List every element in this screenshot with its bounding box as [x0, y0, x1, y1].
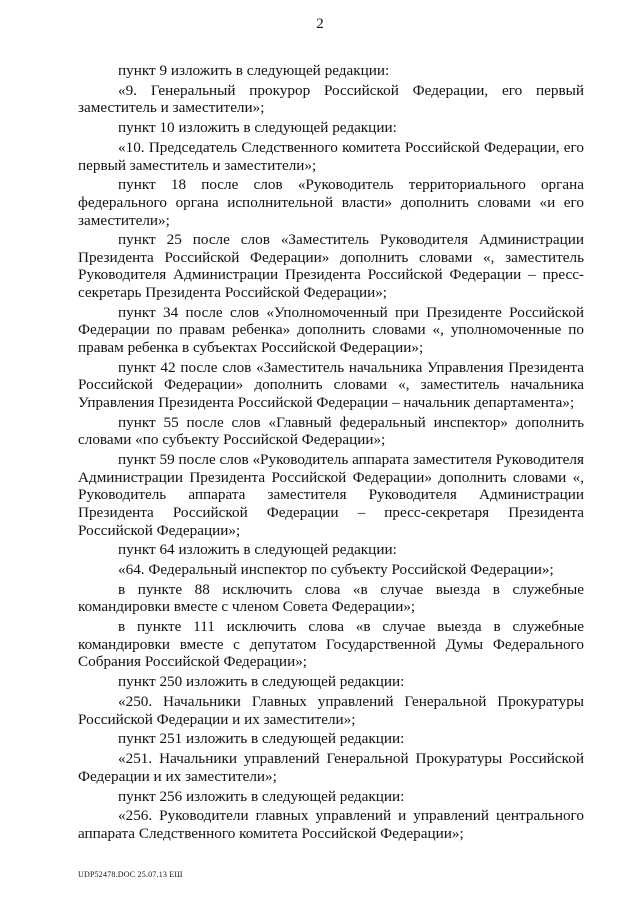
paragraph: «251. Начальники управлений Генеральной Прокуратуры Российской Федерации и их заместители»;: [78, 750, 584, 785]
paragraph: пункт 10 изложить в следующей редакции:: [118, 119, 397, 137]
paragraph: пункт 59 после слов «Руководитель аппарата заместителя Руководителя Администрации Президента Российской Федерации» дополнить словами «, Руководитель аппарата заместителя Руководителя Администрации Президента Российской Федерации – пресс-секретаря Президента Российской Федерации»;: [78, 451, 584, 539]
paragraph: в пункте 88 исключить слова «в случае выезда в служебные командировки вместе с членом Совета Федерации»;: [78, 580, 584, 616]
paragraph: «9. Генеральный прокурор Российской Федерации, его первый заместитель и заместители»;: [78, 81, 584, 117]
paragraph: пункт 256 изложить в следующей редакции:: [118, 787, 405, 805]
paragraph: «10. Председатель Следственного комитета Российской Федерации, его первый заместитель и заместители»;: [78, 138, 584, 174]
paragraph: «64. Федеральный инспектор по субъекту Российской Федерации»;: [118, 561, 554, 579]
document-body: [78, 62, 584, 845]
page-number: 2: [316, 16, 324, 32]
document-footer: UDP52478.DOC 25.07.13 ЕШ: [78, 870, 183, 879]
paragraph: пункт 250 изложить в следующей редакции:: [118, 673, 405, 691]
paragraph: пункт 251 изложить в следующей редакции:: [118, 730, 405, 748]
paragraph: пункт 18 после слов «Руководитель территориального органа федерального органа исполнительной власти» дополнить словами «и его заместители»;: [78, 176, 584, 229]
paragraph: пункт 64 изложить в следующей редакции:: [118, 541, 397, 559]
paragraph: пункт 25 после слов «Заместитель Руководителя Администрации Президента Российской Федерации» дополнить словами «, заместитель Руководителя Администрации Президента Российской Федерации – пресс-секретарь Президента Российской Федерации»;: [78, 231, 584, 302]
paragraph: «250. Начальники Главных управлений Генеральной Прокуратуры Российской Федерации и их заместители»;: [78, 693, 584, 728]
paragraph: пункт 34 после слов «Уполномоченный при Президенте Российской Федерации по правам ребенка» дополнить словами «, уполномоченные по правам ребенка в субъектах Российской Федерации»;: [78, 303, 584, 357]
paragraph: пункт 55 после слов «Главный федеральный инспектор» дополнить словами «по субъекту Российской Федерации»;: [78, 413, 584, 449]
paragraph: «256. Руководители главных управлений и управлений центрального аппарата Следственного комитета Российской Федерации»;: [78, 807, 584, 842]
paragraph: пункт 9 изложить в следующей редакции:: [118, 62, 390, 79]
paragraph: в пункте 111 исключить слова «в случае выезда в служебные командировки вместе с депутатом Государственной Думы Федерального Собрания Российской Федерации»;: [78, 618, 584, 671]
paragraph: пункт 42 после слов «Заместитель начальника Управления Президента Российской Федерации» дополнить словами «, заместитель начальника Управления Президента Российской Федерации – начальник департамента»;: [78, 358, 584, 411]
